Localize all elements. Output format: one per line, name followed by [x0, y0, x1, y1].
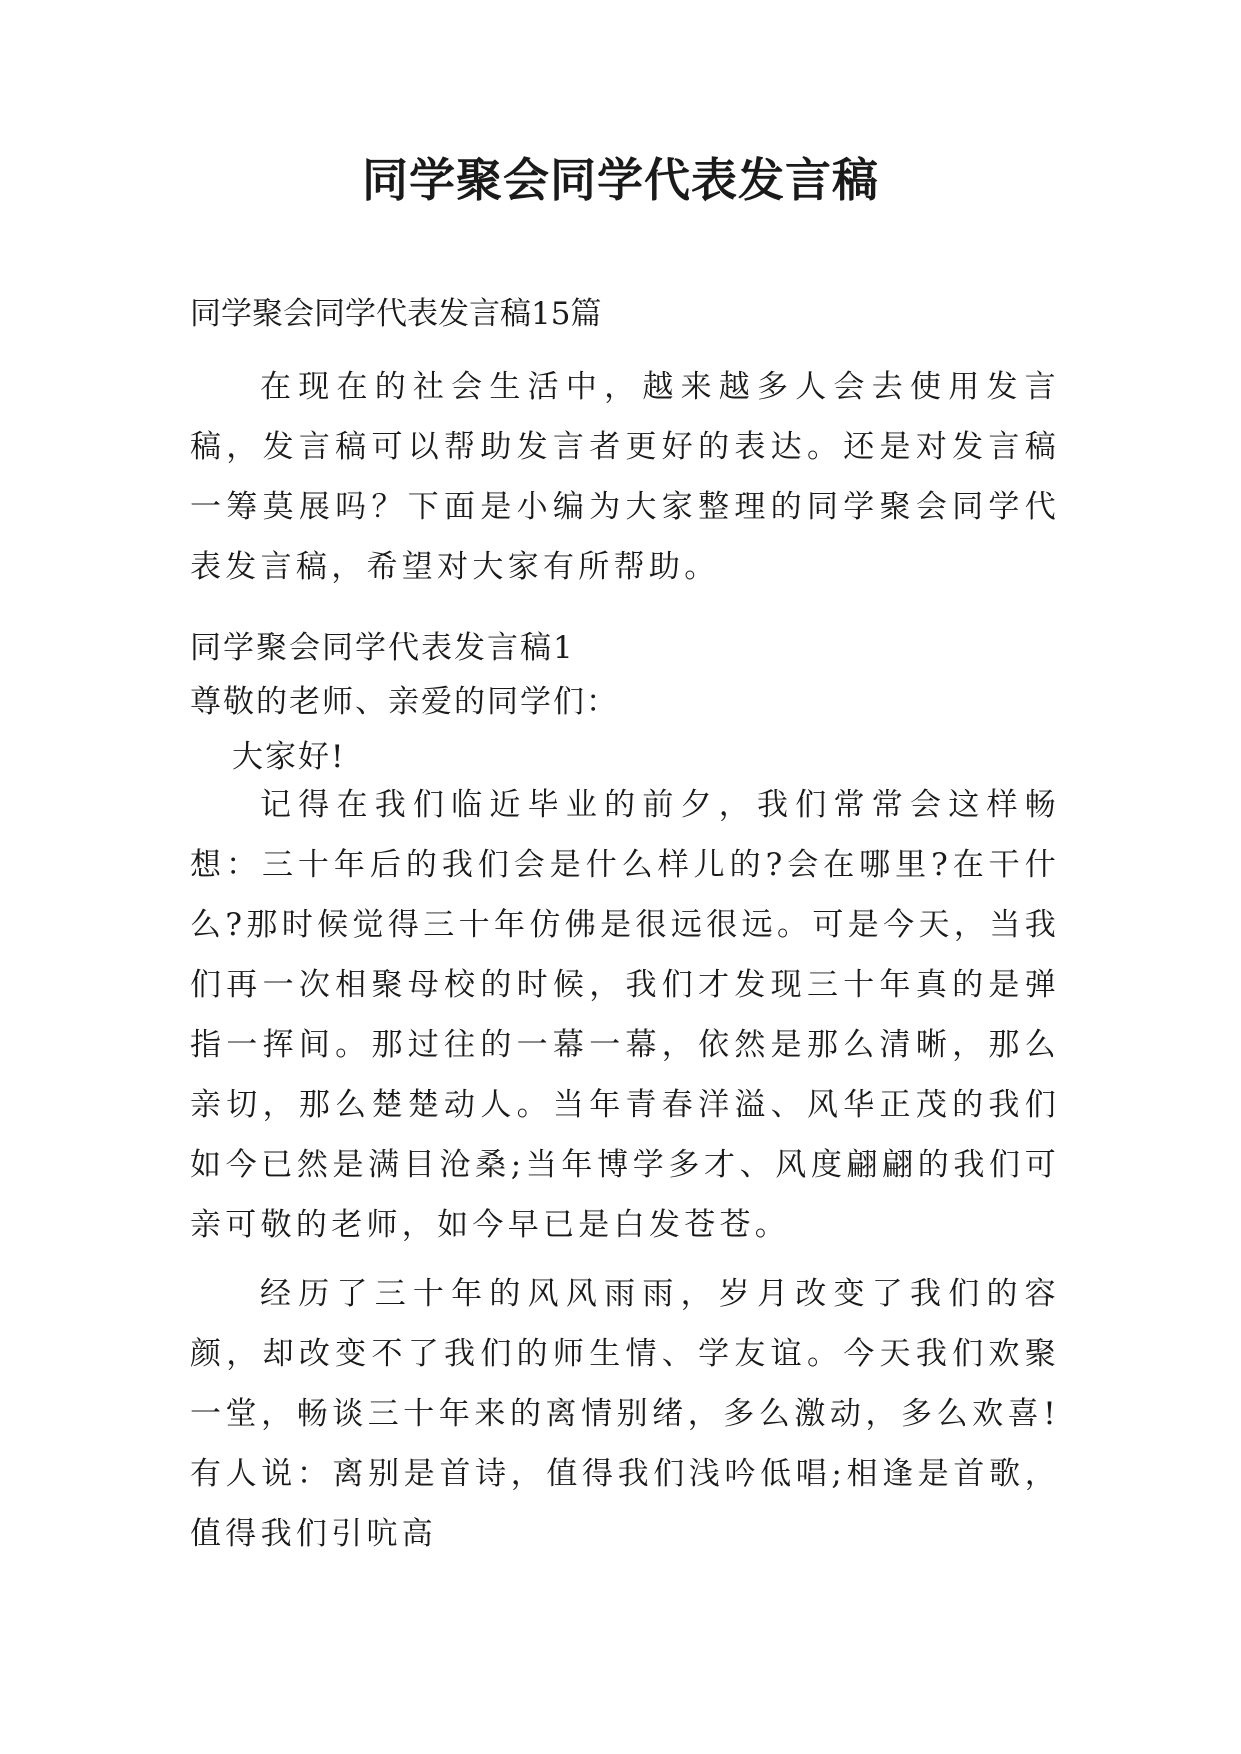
greeting: 大家好! [232, 739, 346, 775]
document-title: 同学聚会同学代表发言稿 [362, 153, 879, 207]
body-paragraph-2: 经历了三十年的风风雨雨，岁月改变了我们的容颜，却改变不了我们的师生情、学友谊。今天我们欢聚一堂，畅谈三十年来的离情别绪，多么激动，多么欢喜!有人说：离别是首诗，值得我们浅吟低唱;相逢是首歌，值得我们引吭高 [190, 1276, 1060, 1552]
salutation: 尊敬的老师、亲爱的同学们： [190, 684, 619, 720]
section-heading: 同学聚会同学代表发言稿1 [190, 630, 575, 666]
intro-paragraph: 在现在的社会生活中，越来越多人会去使用发言稿，发言稿可以帮助发言者更好的表达。还是对发言稿一筹莫展吗？下面是小编为大家整理的同学聚会同学代表发言稿，希望对大家有所帮助。 [190, 369, 1060, 585]
body-paragraph-1: 记得在我们临近毕业的前夕，我们常常会这样畅想：三十年后的我们会是什么样儿的?会在哪里?在干什么?那时候觉得三十年仿佛是很远很远。可是今天，当我们再一次相聚母校的时候，我们才发现三十年真的是弹指一挥间。那过往的一幕一幕，依然是那么清晰，那么亲切，那么楚楚动人。当年青春洋溢、风华正茂的我们如今已然是满目沧桑;当年博学多才、风度翩翩的我们可亲可敬的老师，如今早已是白发苍苍。 [190, 787, 1060, 1243]
document-subtitle: 同学聚会同学代表发言稿15篇 [190, 296, 602, 332]
